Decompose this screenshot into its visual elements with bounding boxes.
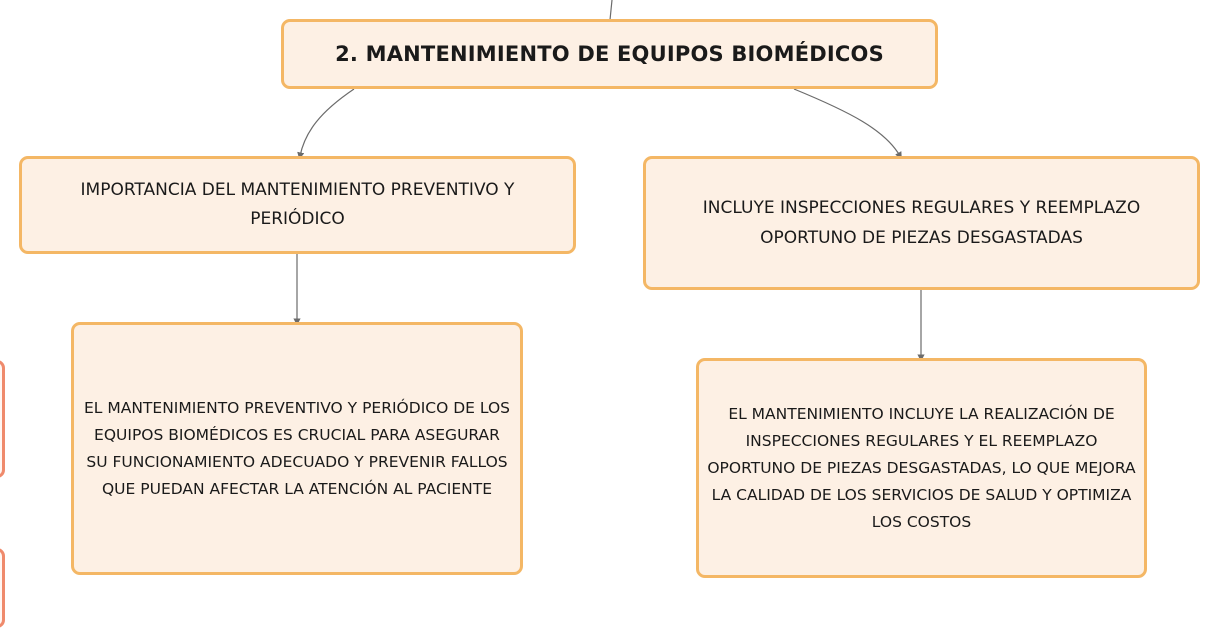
left-heading-label: IMPORTANCIA DEL MANTENIMIENTO PREVENTIVO Y PERIÓDICO <box>80 180 515 229</box>
right-heading-label: INCLUYE INSPECCIONES REGULARES Y REEMPLAZO OPORTUNO DE PIEZAS DESGASTADAS <box>702 198 1141 248</box>
left-heading-node[interactable] <box>19 156 576 254</box>
offscreen-node-fragment-1 <box>0 360 5 478</box>
right-heading-node[interactable] <box>643 156 1200 290</box>
connector-parent-to-title <box>610 0 612 20</box>
right-detail-node[interactable] <box>696 358 1147 578</box>
left-detail-node[interactable] <box>71 322 523 575</box>
right-detail-label: EL MANTENIMIENTO INCLUYE LA REALIZACIÓN DE INSPECCIONES REGULARES Y EL REEMPLAZO OPORTUNO DE PIEZAS DESGASTADAS, LO QUE MEJORA LA CALIDAD DE LOS SERVICIOS DE SALUD Y OPTIMIZA LOS COSTOS <box>707 404 1136 531</box>
main-topic-label: 2. MANTENIMIENTO DE EQUIPOS BIOMÉDICOS <box>335 42 884 66</box>
main-topic-node[interactable] <box>281 19 938 89</box>
offscreen-node-fragment-2 <box>0 548 5 628</box>
connector-title-to-left-heading <box>300 89 354 156</box>
left-detail-label: EL MANTENIMIENTO PREVENTIVO Y PERIÓDICO DE LOS EQUIPOS BIOMÉDICOS ES CRUCIAL PARA ASEGURAR SU FUNCIONAMIENTO ADECUADO Y PREVENIR FALLOS QUE PUEDAN AFECTAR LA ATENCIÓN AL PACIENTE <box>84 398 510 498</box>
connector-title-to-right-heading <box>794 89 900 156</box>
